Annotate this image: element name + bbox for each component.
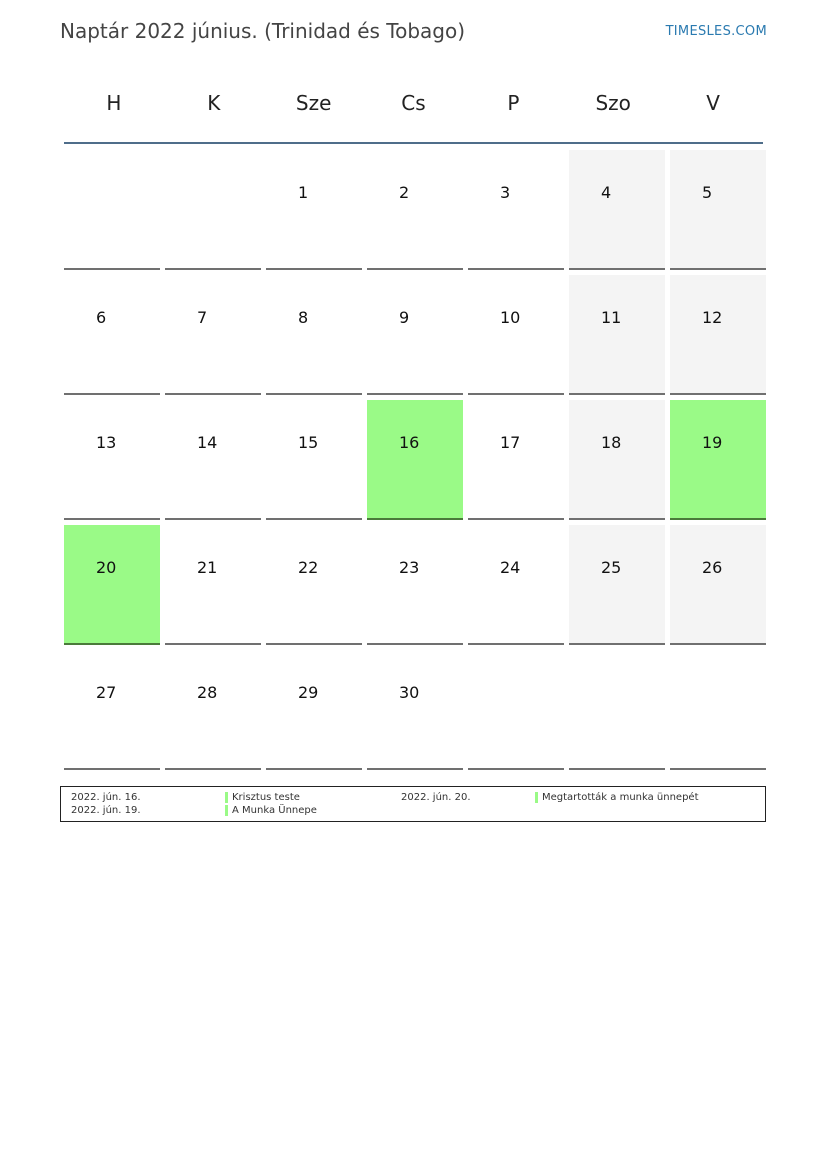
day-number: 18: [601, 433, 622, 452]
day-cell[interactable]: [266, 150, 362, 270]
legend-holiday-marker: [225, 805, 228, 816]
empty-day-cell: [165, 150, 261, 270]
calendar-grid: [64, 150, 764, 770]
day-cell[interactable]: [468, 525, 564, 645]
day-cell[interactable]: [367, 650, 463, 770]
day-number: 28: [197, 683, 218, 702]
day-number: 8: [298, 308, 309, 327]
legend-date-2: 2022. jún. 19.: [71, 805, 141, 816]
day-number: 10: [500, 308, 521, 327]
day-cell[interactable]: [670, 150, 766, 270]
page-title: Naptár 2022 június. (Trinidad és Tobago): [60, 19, 466, 43]
day-number: 21: [197, 558, 218, 577]
day-number: 12: [702, 308, 723, 327]
day-cell[interactable]: [670, 525, 766, 645]
day-cell[interactable]: [64, 525, 160, 645]
day-cell[interactable]: [266, 525, 362, 645]
day-number: 22: [298, 558, 319, 577]
day-number: 2: [399, 183, 410, 202]
day-cell[interactable]: [367, 275, 463, 395]
weekday-label-tuesday: K: [207, 91, 221, 115]
day-cell[interactable]: [64, 400, 160, 520]
day-number: 13: [96, 433, 117, 452]
empty-day-cell: [64, 150, 160, 270]
day-number: 11: [601, 308, 622, 327]
legend-date-3: 2022. jún. 20.: [401, 792, 471, 803]
day-number: 20: [96, 558, 117, 577]
day-cell[interactable]: [569, 150, 665, 270]
day-cell[interactable]: [64, 275, 160, 395]
day-cell[interactable]: [165, 400, 261, 520]
legend-holiday-marker: [535, 792, 538, 803]
day-cell[interactable]: [569, 400, 665, 520]
day-number: 14: [197, 433, 218, 452]
weekday-label-sunday: V: [706, 91, 720, 115]
day-number: 1: [298, 183, 309, 202]
legend-holiday-marker: [225, 792, 228, 803]
day-cell[interactable]: [468, 275, 564, 395]
day-cell[interactable]: [266, 400, 362, 520]
day-cell[interactable]: [468, 150, 564, 270]
day-number: 17: [500, 433, 521, 452]
day-number: 19: [702, 433, 723, 452]
empty-day-cell: [670, 650, 766, 770]
holiday-legend: [60, 786, 766, 822]
day-number: 24: [500, 558, 521, 577]
weekday-label-wednesday: Sze: [295, 91, 332, 115]
day-number: 30: [399, 683, 420, 702]
day-cell[interactable]: [367, 400, 463, 520]
day-cell[interactable]: [266, 275, 362, 395]
empty-day-cell: [468, 650, 564, 770]
day-number: 16: [399, 433, 420, 452]
legend-name-2: A Munka Ünnepe: [232, 805, 317, 816]
day-number: 5: [702, 183, 713, 202]
brand-link[interactable]: TIMESLES.COM: [665, 24, 767, 39]
day-number: 7: [197, 308, 208, 327]
day-cell[interactable]: [165, 525, 261, 645]
day-number: 23: [399, 558, 420, 577]
day-number: 26: [702, 558, 723, 577]
day-cell[interactable]: [468, 400, 564, 520]
day-cell[interactable]: [165, 275, 261, 395]
day-cell[interactable]: [670, 275, 766, 395]
day-number: 3: [500, 183, 511, 202]
day-cell[interactable]: [569, 275, 665, 395]
day-cell[interactable]: [165, 650, 261, 770]
weekday-header-row: [64, 84, 763, 144]
day-cell[interactable]: [569, 525, 665, 645]
day-cell[interactable]: [367, 150, 463, 270]
weekday-label-thursday: Cs: [401, 91, 426, 115]
weekday-label-friday: P: [507, 91, 520, 115]
day-number: 9: [399, 308, 410, 327]
legend-date-1: 2022. jún. 16.: [71, 792, 141, 803]
legend-name-1: Krisztus teste: [232, 792, 300, 803]
day-number: 6: [96, 308, 107, 327]
day-cell[interactable]: [64, 650, 160, 770]
day-number: 29: [298, 683, 319, 702]
legend-name-3: Megtartották a munka ünnepét: [542, 792, 699, 803]
day-number: 4: [601, 183, 612, 202]
day-number: 25: [601, 558, 622, 577]
day-cell[interactable]: [367, 525, 463, 645]
empty-day-cell: [569, 650, 665, 770]
day-number: 27: [96, 683, 117, 702]
weekday-label-saturday: Szo: [595, 91, 631, 115]
day-cell[interactable]: [266, 650, 362, 770]
day-cell[interactable]: [670, 400, 766, 520]
weekday-label-monday: H: [106, 91, 122, 115]
day-number: 15: [298, 433, 319, 452]
